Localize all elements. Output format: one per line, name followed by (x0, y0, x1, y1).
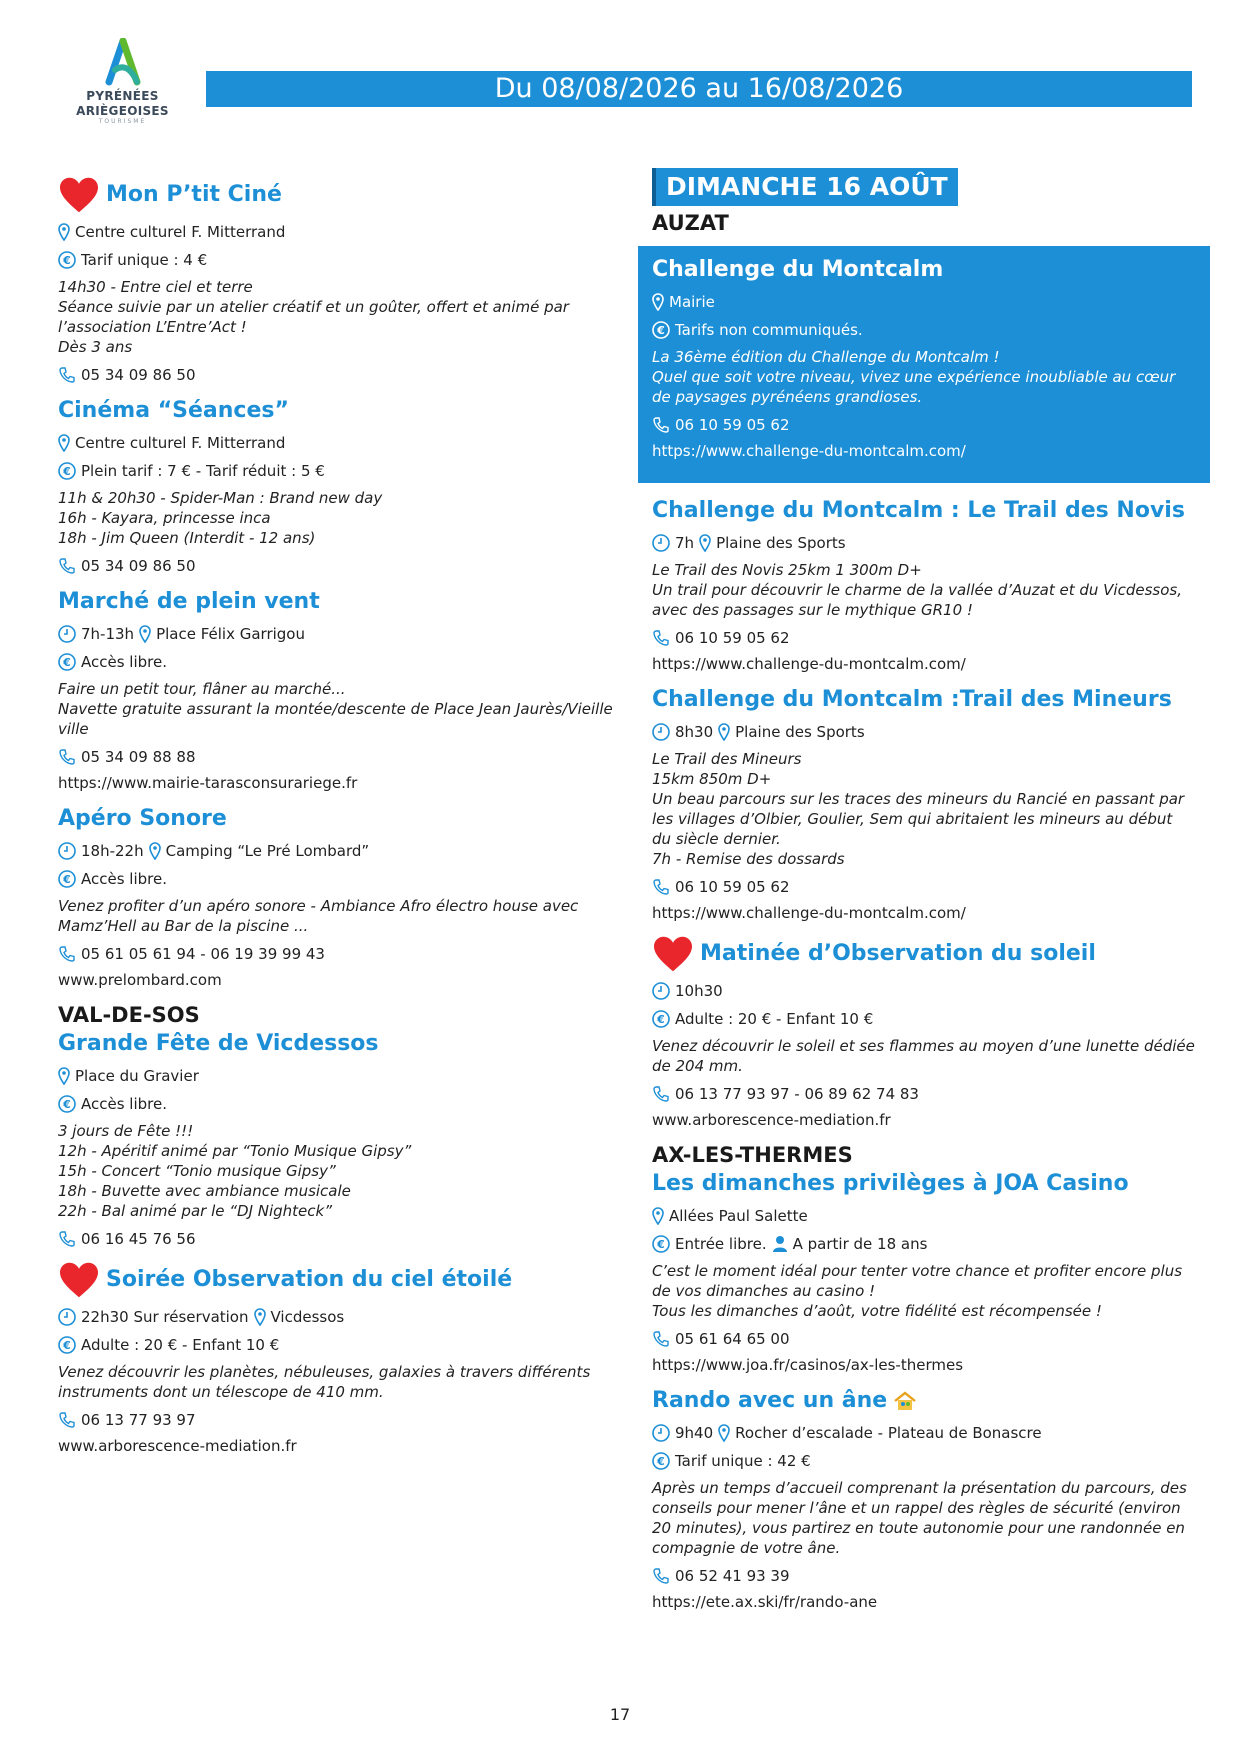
map-pin-icon (718, 723, 730, 741)
event-title (652, 935, 1196, 973)
event-joa-casino (652, 1170, 1196, 1375)
phone-icon (652, 1085, 670, 1103)
heart-icon (58, 1261, 100, 1299)
svg-text:€: € (657, 1455, 665, 1468)
euro-icon (58, 251, 76, 269)
event-time-location (58, 841, 618, 861)
phone-icon (58, 557, 76, 575)
logo-text-3: TOURISME (98, 118, 147, 125)
euro-icon (652, 1452, 670, 1470)
event-description: 3 jours de Fête !!! 12h - Apéritif animé par “Tonio Musique Gipsy” 15h - Concert “Tonio musique Gipsy” 18h - Buvette avec ambiance musicale 22h - Bal animé par le “DJ Nighteck” (58, 1122, 412, 1220)
phone-text: 06 10 59 05 62 (675, 629, 790, 647)
event-location (652, 1206, 1196, 1226)
phone-icon (58, 1230, 76, 1248)
event-phone (652, 1566, 1196, 1586)
event-location (652, 292, 1196, 312)
event-phone (58, 1410, 618, 1430)
euro-icon (58, 870, 76, 888)
event-title: Grande Fête de Vicdessos (58, 1031, 379, 1056)
day-banner: DIMANCHE 16 AOÛT (652, 168, 958, 206)
event-rando-ane (652, 1387, 1196, 1612)
map-pin-icon (58, 434, 70, 452)
svg-text:€: € (63, 465, 71, 478)
event-phone (58, 1229, 618, 1249)
event-description: Après un temps d’accueil comprenant la présentation du parcours, des conseils pour mener l’âne et un rappel des règles de sécurité (environ 20 minutes), vous partirez en toute autonomie pour une randonnée en compagnie de votre âne. (652, 1479, 1187, 1557)
map-pin-icon (718, 1424, 730, 1442)
event-description: 11h & 20h30 - Spider-Man : Brand new day 16h - Kayara, princesse inca 18h - Jim Queen (Interdit - 12 ans) (58, 489, 383, 547)
event-trail-mineurs (652, 686, 1196, 923)
phone-text: 05 34 09 86 50 (81, 557, 196, 575)
map-pin-icon (58, 223, 70, 241)
clock-icon (652, 723, 670, 741)
location-text: Centre culturel F. Mitterrand (75, 223, 286, 241)
clock-icon (58, 625, 76, 643)
time-text: 9h40 (675, 1424, 714, 1442)
event-link[interactable]: https://www.challenge-du-montcalm.com/ (652, 655, 966, 673)
family-label-icon (893, 1390, 917, 1412)
map-pin-icon (652, 1207, 664, 1225)
event-apero-sonore (58, 805, 618, 990)
event-price (58, 1335, 618, 1355)
event-title-text: Rando avec un âne (652, 1388, 888, 1413)
map-pin-icon (699, 534, 711, 552)
phone-text: 06 13 77 93 97 - 06 89 62 74 83 (675, 1085, 919, 1103)
euro-icon (652, 321, 670, 339)
phone-text: 05 34 09 88 88 (81, 748, 196, 766)
event-link[interactable]: https://ete.ax.ski/fr/rando-ane (652, 1593, 878, 1611)
event-description: Venez découvrir les planètes, nébuleuses, galaxies à travers différents instruments dont un télescope de 410 mm. (58, 1363, 591, 1401)
svg-text:€: € (657, 1238, 665, 1251)
map-pin-icon (652, 293, 664, 311)
event-description: La 36ème édition du Challenge du Montcalm ! Quel que soit votre niveau, vivez une expérience inoubliable au cœur de paysages pyrénéens grandioses. (652, 348, 1176, 406)
date-range-banner: Du 08/08/2026 au 16/08/2026 (206, 71, 1192, 107)
event-phone (652, 628, 1196, 648)
price-text: Accès libre. (81, 653, 167, 671)
event-description: Venez profiter d’un apéro sonore - Ambiance Afro électro house avec Mamz’Hell au Bar de la piscine ... (58, 897, 579, 935)
price-text: Plein tarif : 7 € - Tarif réduit : 5 € (81, 462, 325, 480)
event-phone (652, 1329, 1196, 1349)
time-text: 7h (675, 534, 695, 552)
event-link[interactable]: https://www.mairie-tarasconsurariege.fr (58, 774, 358, 792)
price-text: Tarif unique : 42 € (675, 1452, 811, 1470)
location-text: Allées Paul Salette (669, 1207, 808, 1225)
event-link[interactable]: https://www.challenge-du-montcalm.com/ (652, 904, 966, 922)
phone-text: 05 61 64 65 00 (675, 1330, 790, 1348)
logo-text-2: ARIÈGEOISES (76, 104, 169, 118)
phone-text: 06 13 77 93 97 (81, 1411, 196, 1429)
event-location (58, 1066, 618, 1086)
event-grande-fete (58, 1030, 618, 1249)
event-phone (652, 1084, 1196, 1104)
page-number: 17 (609, 1705, 631, 1724)
event-title: Challenge du Montcalm :Trail des Mineurs (652, 687, 1172, 712)
price-text: Entrée libre. (675, 1235, 767, 1253)
phone-text: 06 16 45 76 56 (81, 1230, 196, 1248)
location-text: Mairie (669, 293, 715, 311)
event-price (652, 1451, 1196, 1471)
phone-icon (58, 748, 76, 766)
price-text: Adulte : 20 € - Enfant 10 € (81, 1336, 280, 1354)
map-pin-icon (139, 625, 151, 643)
event-phone (652, 415, 1196, 435)
price-text: Accès libre. (81, 870, 167, 888)
map-pin-icon (58, 1067, 70, 1085)
map-pin-icon (149, 842, 161, 860)
event-title (58, 1261, 618, 1299)
event-time-location (652, 533, 1196, 553)
event-phone (58, 365, 618, 385)
logo-mark-icon (101, 38, 145, 88)
event-time (652, 981, 1196, 1001)
event-description: Le Trail des Mineurs 15km 850m D+ Un beau parcours sur les traces des mineurs du Rancié en passant par les villages d’Olbier, Goulier, Sem qui abritaient les mineurs au début du siècle dernier. 7h - Remise des dossards (652, 750, 1185, 868)
location-text: Vicdessos (270, 1308, 345, 1326)
town-heading: VAL-DE-SOS (58, 1003, 200, 1027)
logo (70, 38, 175, 138)
euro-icon (58, 462, 76, 480)
event-price (652, 320, 1196, 340)
clock-icon (652, 1424, 670, 1442)
phone-icon (652, 416, 670, 434)
time-text: 18h-22h (81, 842, 144, 860)
event-phone (58, 556, 618, 576)
event-price (58, 869, 618, 889)
phone-icon (652, 629, 670, 647)
event-title: Les dimanches privilèges à JOA Casino (652, 1171, 1129, 1196)
event-phone (58, 944, 618, 964)
location-text: Plaine des Sports (716, 534, 846, 552)
phone-icon (652, 878, 670, 896)
event-time-location (58, 1307, 618, 1327)
event-link[interactable]: www.arborescence-mediation.fr (652, 1111, 891, 1129)
event-phone (652, 877, 1196, 897)
euro-icon (652, 1235, 670, 1253)
heart-icon (58, 176, 100, 214)
event-title (652, 1387, 1196, 1415)
phone-text: 05 61 05 61 94 - 06 19 39 99 43 (81, 945, 325, 963)
phone-icon (652, 1567, 670, 1585)
event-description: Venez découvrir le soleil et ses flammes au moyen d’une lunette dédiée de 204 mm. (652, 1037, 1195, 1075)
svg-text:€: € (63, 1339, 71, 1352)
phone-icon (58, 366, 76, 384)
event-link[interactable]: https://www.joa.fr/casinos/ax-les-thermes (652, 1356, 964, 1374)
event-challenge-montcalm (638, 246, 1210, 483)
event-marche (58, 588, 618, 793)
price-text: Tarif unique : 4 € (81, 251, 208, 269)
phone-text: 06 10 59 05 62 (675, 878, 790, 896)
euro-icon (58, 653, 76, 671)
heart-icon (652, 935, 694, 973)
event-price (58, 1094, 618, 1114)
time-text: 8h30 (675, 723, 714, 741)
clock-icon (652, 982, 670, 1000)
event-phone (58, 747, 618, 767)
event-cinema-seances (58, 397, 618, 576)
event-link[interactable]: www.arborescence-mediation.fr (58, 1437, 297, 1455)
event-title: Marché de plein vent (58, 589, 320, 614)
svg-text:€: € (63, 1098, 71, 1111)
town-heading: AUZAT (652, 211, 729, 235)
phone-text: 05 34 09 86 50 (81, 366, 196, 384)
price-text: Tarifs non communiqués. (675, 321, 863, 339)
phone-text: 06 52 41 93 39 (675, 1567, 790, 1585)
location-text: Place du Gravier (75, 1067, 199, 1085)
event-title-text: Matinée d’Observation du soleil (700, 941, 1096, 966)
svg-text:€: € (63, 254, 71, 267)
phone-icon (652, 1330, 670, 1348)
location-text: Camping “Le Pré Lombard” (165, 842, 370, 860)
event-matinee-soleil (652, 935, 1196, 1130)
euro-icon (58, 1336, 76, 1354)
svg-text:€: € (63, 873, 71, 886)
location-text: Rocher d’escalade - Plateau de Bonascre (735, 1424, 1042, 1442)
event-link[interactable]: www.prelombard.com (58, 971, 222, 989)
euro-icon (58, 1095, 76, 1113)
event-link[interactable]: https://www.challenge-du-montcalm.com/ (652, 442, 966, 460)
town-heading: AX-LES-THERMES (652, 1143, 853, 1167)
location-text: Centre culturel F. Mitterrand (75, 434, 286, 452)
event-description: C’est le moment idéal pour tenter votre chance et profiter encore plus de vos dimanches au casino ! Tous les dimanches d’août, votre fidélité est récompensée ! (652, 1262, 1183, 1320)
event-time-location (652, 722, 1196, 742)
event-mon-ptit-cine (58, 176, 618, 385)
logo-text-1: PYRÉNÉES (86, 89, 159, 103)
event-title (58, 176, 618, 214)
clock-icon (58, 842, 76, 860)
event-time-location (58, 624, 618, 644)
location-text: Place Félix Garrigou (156, 625, 305, 643)
event-title-text: Mon P’tit Ciné (106, 182, 282, 207)
phone-icon (58, 945, 76, 963)
event-price (652, 1009, 1196, 1029)
event-title: Apéro Sonore (58, 806, 227, 831)
phone-text: 06 10 59 05 62 (675, 416, 790, 434)
event-price (58, 461, 618, 481)
svg-text:€: € (63, 656, 71, 669)
svg-text:€: € (657, 324, 665, 337)
right-column (652, 168, 1196, 1624)
event-title: Challenge du Montcalm : Le Trail des Novis (652, 498, 1185, 523)
event-soiree-observation (58, 1261, 618, 1456)
event-price (652, 1234, 1196, 1254)
event-title-text: Soirée Observation du ciel étoilé (106, 1267, 513, 1292)
phone-icon (58, 1411, 76, 1429)
event-price (58, 250, 618, 270)
event-description: Faire un petit tour, flâner au marché... Navette gratuite assurant la montée/descente de Place Jean Jaurès/Vieille ville (58, 680, 613, 738)
clock-icon (58, 1308, 76, 1326)
time-text: 7h-13h (81, 625, 135, 643)
age-text: A partir de 18 ans (792, 1235, 928, 1253)
event-title: Cinéma “Séances” (58, 398, 289, 423)
event-description: 14h30 - Entre ciel et terre Séance suivie par un atelier créatif et un goûter, offert et animé par l’association L’Entre’Act ! Dès 3 ans (58, 278, 569, 356)
left-column (58, 176, 618, 1468)
clock-icon (652, 534, 670, 552)
euro-icon (652, 1010, 670, 1028)
event-title: Challenge du Montcalm (652, 257, 944, 282)
event-price (58, 652, 618, 672)
event-description: Le Trail des Novis 25km 1 300m D+ Un trail pour découvrir le charme de la vallée d’Auzat et du Vicdessos, avec des passages sur le mythique GR10 ! (652, 561, 1182, 619)
event-trail-novis (652, 497, 1196, 674)
time-text: 22h30 Sur réservation (81, 1308, 249, 1326)
time-text: 10h30 (675, 982, 723, 1000)
event-location (58, 433, 618, 453)
location-text: Plaine des Sports (735, 723, 865, 741)
person-icon (772, 1235, 788, 1253)
event-location (58, 222, 618, 242)
map-pin-icon (254, 1308, 266, 1326)
price-text: Accès libre. (81, 1095, 167, 1113)
price-text: Adulte : 20 € - Enfant 10 € (675, 1010, 874, 1028)
event-time-location (652, 1423, 1196, 1443)
svg-text:€: € (657, 1013, 665, 1026)
